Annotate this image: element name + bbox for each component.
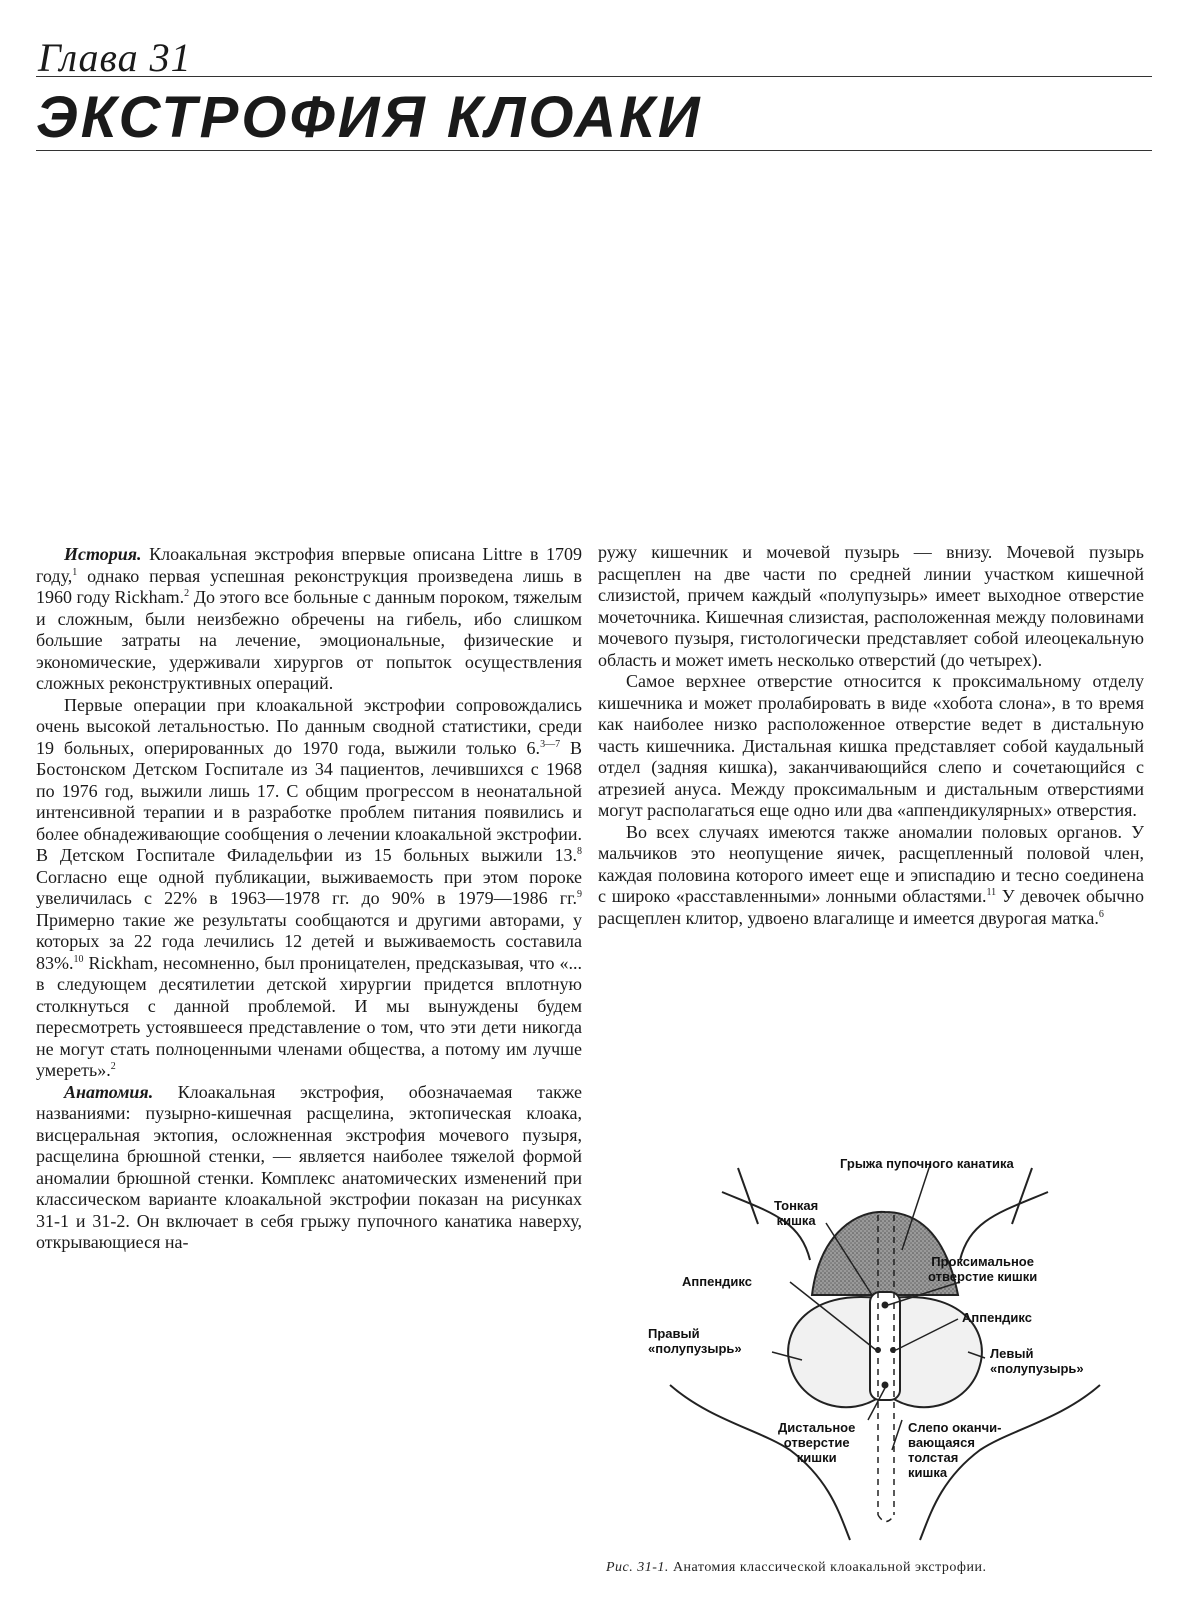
bottom-rule [36,150,1152,151]
label-line: «полупузырь» [990,1361,1084,1376]
label-line: Дистальное [778,1420,856,1435]
caption-number: Рис. 31-1. [606,1560,669,1575]
label-left-hemibladder [990,1346,1084,1376]
label-small-intestine [774,1198,818,1228]
label-blind-colon [908,1420,1002,1480]
footnote-ref: 3—7 [540,738,561,750]
anatomy-text: Клоакальная экстрофия, обозначаемая также названиями: пузырно-кишечная расщелина, эктопическая клоака, висцеральная эктопия, осложненная экстрофия мочевого пузыря, расщелина брюшной стенки, — является наиболее тяжелой формой аномалии брюшной стенки. Комплекс анатомических изменений при классическом варианте клоакальной экстрофии показан на рисунках 31-1 и 31-2. Он включает в себя грыжу пупочного канатика наверху, открывающиеся на- [36,1081,582,1252]
chapter-label: Глава 31 [38,35,192,80]
footnote-ref: 11 [986,887,997,898]
outcomes-text-e: Rickham, несомненно, был проницателен, предсказывая, что «... в следующем десятилетии детской хирургии придется вплотную столкнуться с данной проблемой. И мы вынуждены будем пересмотреть устоявшееся представление о том, что эти дети никогда не могут стать полноценными членами общества, а потому им лучше умереть». [36,952,582,1080]
label-line: Левый [990,1346,1034,1361]
genital-text-b: У девочек обычно расщеплен клитор, удвоено влагалище и имеется двурогая матка. [598,886,1144,928]
anatomy-continued-paragraph: ружу кишечник и мочевой пузырь — внизу. Мочевой пузырь расщеплен на две части по средней линии участком кишечной слизистой, причем каждый «полупузырь» имеет выходное отверстие мочеточника. Кишечная слизистая, расположенная между половинами мочевого пузыря, гистологически представляет собой илеоцекальную область и может иметь несколько отверстий (до четырех). [598,542,1144,670]
label-line: Проксимальное [931,1254,1034,1269]
label-line: кишка [908,1465,948,1480]
label-line: Слепо оканчи- [908,1420,1002,1435]
footnote-ref: 9 [577,889,582,900]
body-contour-top-right [960,1192,1048,1260]
proximal-opening [882,1302,889,1309]
left-column [36,544,582,1254]
label-line: отверстие кишки [928,1269,1038,1284]
label-proximal-opening [928,1254,1037,1284]
right-column [598,542,1144,929]
appendix-opening-right [890,1347,896,1353]
footnote-ref: 1 [72,566,78,578]
label-line: кишки [796,1450,837,1465]
chapter-title: ЭКСТРОФИЯ КЛОАКИ [36,85,703,150]
history-text-b: однако первая успешная реконструкция произведена лишь в 1960 году Rickham. [36,565,582,607]
figure-caption [606,1560,1146,1576]
outcomes-text-d: Примерно такие же результаты сообщаются и другими авторами, у которых за 22 года лечились 12 детей и выживаемость составила 83%. [36,909,582,973]
label-line: «полупузырь» [648,1341,742,1356]
footnote-ref: 2 [110,1061,116,1072]
footnote-ref: 8 [577,846,582,857]
label-line: Правый [648,1326,700,1341]
label-line: вающаяся [908,1435,975,1450]
footnote-ref: 10 [73,953,84,965]
footnote-ref: 6 [1098,908,1104,920]
label-line: отверстие [783,1435,850,1450]
distal-opening [882,1382,889,1389]
label-hernia: Грыжа пупочного канатика [840,1156,1014,1171]
label-line: толстая [908,1450,959,1465]
caption-text: Анатомия классической клоакальной экстрофии. [668,1560,987,1575]
label-appendix-left: Аппендикс [682,1274,752,1289]
right-hemibladder [788,1297,882,1407]
genital-anomalies-paragraph [598,822,1144,930]
tick-right [1012,1168,1032,1224]
footnote-ref: 2 [184,588,190,599]
label-line: Тонкая [774,1198,819,1213]
genital-text-a: Во всех случаях имеются также аномалии половых органов. У мальчиков это неопущение яичек, расщепленный половой член, каждая половина которого имеет еще и эписпадию и тесно соединена с широко «расставленными» лонными областями. [598,821,1144,906]
history-text-a: Клоакальная экстрофия впервые описана Littre в 1709 году, [36,544,582,586]
top-rule [36,76,1152,77]
label-distal-opening [778,1420,855,1465]
outcomes-text-a: Первые операции при клоакальной экстрофии сопровождались очень высокой летальностью. По данным сводной статистики, среди 19 больных, оперированных до 1970 года, выжили только 6. [36,694,582,758]
outcomes-paragraph [36,695,582,1082]
history-paragraph [36,544,582,695]
outcomes-text-c: Согласно еще одной публикации, выживаемость при этом пороке увеличилась с 22% в 1963—1978 гг. до 90% в 1979—1986 гг. [36,866,582,908]
anatomy-lead: Анатомия. [64,1081,154,1102]
label-right-hemibladder [648,1326,742,1356]
anatomy-paragraph [36,1082,582,1254]
label-line: кишка [776,1213,816,1228]
history-text-c: До этого все больные с данным пороком, тяжелым и сложным, были неизбежно обречены на гибель, ибо слишком большие затраты на лечение, эмоциональные, физические и экономические, удерживали хирургов от попыток осуществления сложных реконструктивных операций. [36,587,583,693]
history-lead: История. [64,544,142,564]
hindgut-blind-end [878,1515,894,1522]
anatomy-figure [640,1120,1140,1550]
outcomes-text-b: В Бостонском Детском Госпитале из 34 пациентов, лечившихся с 1968 по 1976 год, выжили лишь 17. С общим прогрессом в неонатальной интенсивной терапии и в разработке проблем питания появились и более обнадеживающие сообщения о лечении клоакальной экстрофии. В Детском Госпитале Филадельфии из 15 больных выжили 13. [36,737,582,865]
openings-paragraph: Самое верхнее отверстие относится к проксимальному отделу кишечника и может пролабировать в виде «хобота слона», в то время как наиболее низко расположенное отверстие ведет в дистальную часть кишечника. Дистальная кишка представляет собой каудальный отдел (задняя кишка), заканчивающийся слепо и сочетающийся с атрезией ануса. Между проксимальным и дистальным отверстиями могут располагаться еще одно или два «аппендикулярных» отверстия. [598,671,1144,820]
tick-left [738,1168,758,1224]
label-appendix-right: Аппендикс [962,1310,1032,1325]
body-contour-bottom [670,1385,1100,1540]
